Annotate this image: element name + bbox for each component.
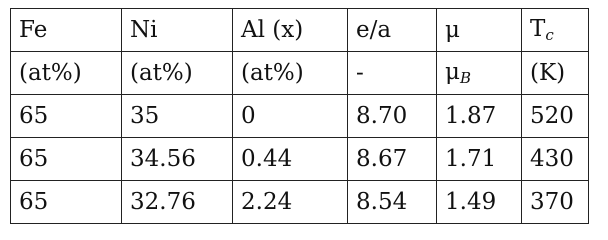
cell-mu: 1.49 bbox=[437, 181, 522, 224]
cell-ni: 32.76 bbox=[122, 181, 233, 224]
data-table-container bbox=[10, 8, 589, 224]
cell-ea: 8.70 bbox=[348, 95, 437, 138]
composition-table bbox=[10, 8, 589, 224]
cell-al: 0.44 bbox=[233, 138, 348, 181]
header-row-names bbox=[11, 9, 589, 52]
table-row bbox=[11, 181, 589, 224]
unit-ni: (at%) bbox=[122, 52, 233, 95]
unit-al: (at%) bbox=[233, 52, 348, 95]
header-al: Al (x) bbox=[233, 9, 348, 52]
cell-fe: 65 bbox=[11, 138, 122, 181]
tc-subscript: c bbox=[545, 26, 554, 44]
cell-fe: 65 bbox=[11, 95, 122, 138]
mu-subscript: B bbox=[459, 69, 471, 87]
cell-mu: 1.87 bbox=[437, 95, 522, 138]
cell-tc: 430 bbox=[522, 138, 589, 181]
unit-tc: (K) bbox=[522, 52, 589, 95]
cell-fe: 65 bbox=[11, 181, 122, 224]
cell-ni: 35 bbox=[122, 95, 233, 138]
table-row bbox=[11, 138, 589, 181]
cell-ea: 8.54 bbox=[348, 181, 437, 224]
cell-tc: 370 bbox=[522, 181, 589, 224]
header-row-units bbox=[11, 52, 589, 95]
unit-ea: - bbox=[348, 52, 437, 95]
header-fe: Fe bbox=[11, 9, 122, 52]
header-ea: e/a bbox=[348, 9, 437, 52]
header-ni: Ni bbox=[122, 9, 233, 52]
table-row bbox=[11, 95, 589, 138]
cell-al: 0 bbox=[233, 95, 348, 138]
cell-mu: 1.71 bbox=[437, 138, 522, 181]
cell-tc: 520 bbox=[522, 95, 589, 138]
header-tc: $T_c$ bbox=[522, 9, 589, 52]
cell-ea: 8.67 bbox=[348, 138, 437, 181]
cell-al: 2.24 bbox=[233, 181, 348, 224]
unit-mu: $\mu_B$ bbox=[437, 52, 522, 95]
header-mu: μ bbox=[437, 9, 522, 52]
unit-fe: (at%) bbox=[11, 52, 122, 95]
cell-ni: 34.56 bbox=[122, 138, 233, 181]
